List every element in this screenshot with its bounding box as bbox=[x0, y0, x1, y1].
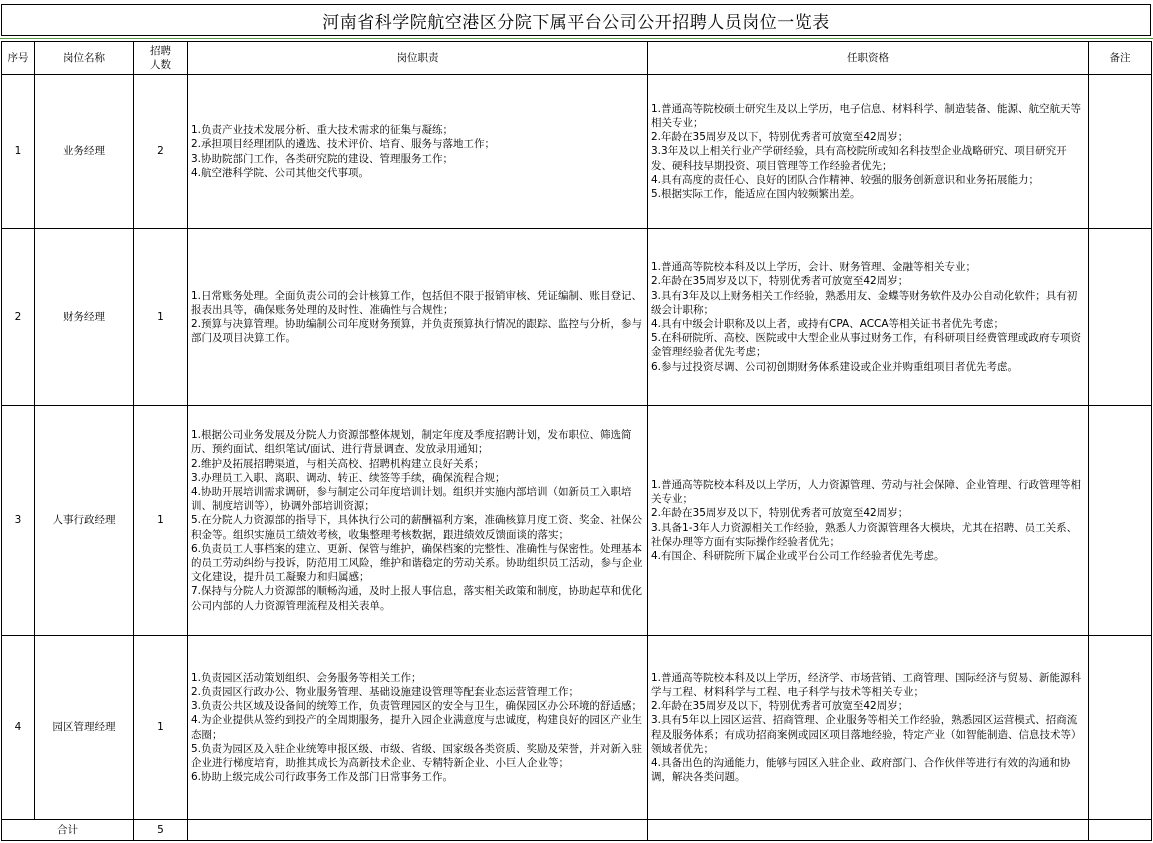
qualification-line: 4.具有高度的责任心、良好的团队合作精神、较强的服务创新意识和业务拓展能力； bbox=[651, 173, 1040, 186]
qualification-line: 1.普通高等院校本科及以上学历，会计、财务管理、金融等相关专业； bbox=[651, 261, 977, 274]
qualification-line: 3.具备1-3年人力资源相关工作经验，熟悉人力资源管理各大模块，尤其在招聘、员工关系、社保办理等方面有实际操作经验者优先； bbox=[651, 521, 1078, 548]
duty-line: 3.负责公共区域及设备间的统筹工作，负责管理园区的安全与卫生，确保园区办公环境的舒适感； bbox=[191, 700, 643, 713]
cell-position[interactable]: 园区管理经理 bbox=[35, 636, 134, 820]
qualification-line: 2.年龄在35周岁及以下，特别优秀者可放宽至42周岁； bbox=[651, 700, 909, 713]
cell-position[interactable]: 财务经理 bbox=[35, 229, 134, 406]
duty-line: 6.负责员工人事档案的建立、更新、保管与维护，确保档案的完整性、准确性与保密性。处理基本的员工劳动纠纷与投诉，防范用工风险，维护和谐稳定的劳动关系。协助组织员工活动，参与企业文化建设，提升员工凝聚力和归属感； bbox=[191, 542, 643, 584]
header-count-line1: 招聘 bbox=[150, 44, 171, 57]
header-qualifications[interactable]: 任职资格 bbox=[648, 42, 1089, 75]
cell-total-notes[interactable] bbox=[1089, 820, 1152, 841]
cell-qualifications[interactable] bbox=[648, 229, 1089, 406]
cell-position[interactable]: 人事行政经理 bbox=[35, 406, 134, 636]
cell-position[interactable]: 业务经理 bbox=[35, 75, 134, 229]
duty-line: 3.办理员工入职、离职、调动、转正、续签等手续，确保流程合规； bbox=[191, 471, 506, 484]
cell-total-duties[interactable] bbox=[188, 820, 648, 841]
cell-seq[interactable]: 4 bbox=[2, 636, 35, 820]
cell-duties[interactable] bbox=[188, 229, 648, 406]
qualification-line: 2.年龄在35周岁及以下，特别优秀者可放宽至42周岁； bbox=[651, 131, 909, 144]
qualification-line: 4.具备出色的沟通能力，能够与园区入驻企业、政府部门、合作伙伴等进行有效的沟通和协调，解决各类问题。 bbox=[651, 756, 1071, 784]
qualification-line: 1.普通高等院校硕士研究生及以上学历，电子信息、材料科学、制造装备、能源、航空航天等相关专业； bbox=[651, 102, 1082, 129]
qualification-line: 4.有国企、科研院所下属企业或平台公司工作经验者优先考虑。 bbox=[651, 549, 945, 562]
cell-seq[interactable]: 3 bbox=[2, 406, 35, 636]
duty-line: 1.根据公司业务发展及分院人力资源部整体规划，制定年度及季度招聘计划，发布职位、筛选简历、预约面试、组织笔试/面试、进行背景调查、发放录用通知； bbox=[191, 429, 632, 456]
duty-line: 4.协助开展培训需求调研，参与制定公司年度培训计划。组织并实施内部培训（如新员工入职培训、制度培训等），协调外部培训资源； bbox=[191, 485, 632, 513]
duty-line: 2.负责园区行政办公、物业服务管理、基础设施建设管理等配套业态运营管理工作； bbox=[191, 685, 580, 698]
duty-line: 2.维护及拓展招聘渠道，与相关高校、招聘机构建立良好关系； bbox=[191, 457, 485, 470]
duty-line: 4.为企业提供从签约到投产的全周期服务，提升入园企业满意度与忠诚度，构建良好的园区产业生态圈； bbox=[191, 714, 643, 741]
header-count-line2: 人数 bbox=[150, 59, 171, 71]
cell-count[interactable]: 1 bbox=[134, 636, 188, 820]
duty-line: 4.航空港科学院、公司其他交代事项。 bbox=[191, 166, 370, 179]
cell-notes[interactable] bbox=[1089, 406, 1152, 636]
qualification-line: 3.具有3年及以上财务相关工作经验，熟悉用友、金蝶等财务软件及办公自动化软件；具有初级会计职称； bbox=[651, 289, 1078, 316]
cell-duties[interactable] bbox=[188, 75, 648, 229]
cell-qualifications[interactable] bbox=[648, 406, 1089, 636]
cell-count[interactable]: 1 bbox=[134, 229, 188, 406]
table-row bbox=[2, 75, 1152, 229]
cell-total-count[interactable]: 5 bbox=[134, 820, 188, 841]
positions-table bbox=[1, 41, 1152, 841]
header-duties[interactable]: 岗位职责 bbox=[188, 42, 648, 75]
cell-duties[interactable] bbox=[188, 406, 648, 636]
cell-notes[interactable] bbox=[1089, 229, 1152, 406]
qualification-line: 4.具有中级会计职称及以上者，或持有CPA、ACCA等相关证书者优先考虑； bbox=[651, 318, 1005, 330]
header-notes[interactable]: 备注 bbox=[1089, 42, 1152, 75]
total-row bbox=[2, 820, 1152, 841]
table-row bbox=[2, 636, 1152, 820]
qualification-line: 6.参与过投资尽调、公司初创期财务体系建设或企业并购重组项目者优先考虑。 bbox=[651, 360, 1019, 373]
cell-seq[interactable]: 1 bbox=[2, 75, 35, 229]
duty-line: 3.协助院部门工作，各类研究院的建设、管理服务工作； bbox=[191, 152, 454, 165]
header-position[interactable]: 岗位名称 bbox=[35, 42, 134, 75]
duty-line: 5.负责为园区及入驻企业统筹申报区级、市级、省级、国家级各类资质、奖励及荣誉，并对新入驻企业进行梯度培育，助推其成长为高新技术企业、专精特新企业、小巨人企业等； bbox=[191, 742, 643, 769]
duty-line: 6.协助上级完成公司行政事务工作及部门日常事务工作。 bbox=[191, 771, 454, 784]
qualification-line: 3.具有5年以上园区运营、招商管理、企业服务等相关工作经验，熟悉园区运营模式、招商流程及服务体系；有成功招商案例或园区项目落地经验，特定产业（如智能制造、信息技术等）领域者优先； bbox=[651, 714, 1082, 755]
qualification-line: 1.普通高等院校本科及以上学历，经济学、市场营销、工商管理、国际经济与贸易、新能源科学与工程、材料科学与工程、电子科学与技术等相关专业； bbox=[651, 671, 1082, 698]
qualification-line: 2.年龄在35周岁及以下，特别优秀者可放宽至42周岁； bbox=[651, 275, 909, 288]
duty-line: 7.保持与分院人力资源部的顺畅沟通，及时上报人事信息，落实相关政策和制度，协助起草和优化公司内部的人力资源管理流程及相关表单。 bbox=[191, 585, 643, 612]
cell-count[interactable]: 2 bbox=[134, 75, 188, 229]
cell-total-qualifications[interactable] bbox=[648, 820, 1089, 841]
duty-line: 5.在分院人力资源部的指导下，具体执行公司的薪酬福利方案，准确核算月度工资、奖金、社保公积金等。组织实施员工绩效考核，收集整理考核数据，跟进绩效反馈面谈的落实； bbox=[191, 514, 643, 541]
table-row bbox=[2, 229, 1152, 406]
qualification-line: 3.3年及以上相关行业产学研经验，具有高校院所或知名科技型企业战略研究、项目研究开发、硬科技早期投资、项目管理等工作经验者优先； bbox=[651, 145, 1067, 172]
header-count[interactable] bbox=[134, 42, 188, 75]
duty-line: 1.日常账务处理。全面负责公司的会计核算工作，包括但不限于报销审核、凭证编制、账目登记、报表出具等，确保账务处理的及时性、准确性与合规性； bbox=[191, 289, 643, 316]
table-title: 河南省科学院航空港区分院下属平台公司公开招聘人员岗位一览表 bbox=[1, 4, 1151, 36]
duty-line: 1.负责园区活动策划组织、会务服务等相关工作； bbox=[191, 671, 422, 684]
selection-bar bbox=[0, 38, 1153, 39]
header-seq[interactable]: 序号 bbox=[2, 42, 35, 75]
cell-seq[interactable]: 2 bbox=[2, 229, 35, 406]
qualification-line: 5.在科研院所、高校、医院或中大型企业从事过财务工作，有科研项目经费管理或政府专项资金管理经验者优先考虑； bbox=[651, 332, 1082, 359]
qualification-line: 2.年龄在35周岁及以下，特别优秀者可放宽至42周岁； bbox=[651, 507, 909, 520]
duty-line: 1.负责产业技术发展分析、重大技术需求的征集与凝练； bbox=[191, 124, 454, 137]
duty-line: 2.承担项目经理团队的遴选、技术评价、培育、服务与落地工作； bbox=[191, 138, 496, 151]
qualification-line: 1.普通高等院校本科及以上学历，人力资源管理、劳动与社会保障、企业管理、行政管理等相关专业； bbox=[651, 478, 1082, 506]
cell-duties[interactable] bbox=[188, 636, 648, 820]
cell-qualifications[interactable] bbox=[648, 636, 1089, 820]
duty-line: 2.预算与决算管理。协助编制公司年度财务预算，并负责预算执行情况的跟踪、监控与分析，参与部门及项目决算工作。 bbox=[191, 318, 643, 345]
table-row bbox=[2, 406, 1152, 636]
cell-count[interactable]: 1 bbox=[134, 406, 188, 636]
cell-qualifications[interactable] bbox=[648, 75, 1089, 229]
header-row bbox=[2, 42, 1152, 75]
cell-notes[interactable] bbox=[1089, 75, 1152, 229]
cell-total-label[interactable]: 合计 bbox=[2, 820, 134, 841]
cell-notes[interactable] bbox=[1089, 636, 1152, 820]
qualification-line: 5.根据实际工作，能适应在国内较频繁出差。 bbox=[651, 188, 861, 200]
